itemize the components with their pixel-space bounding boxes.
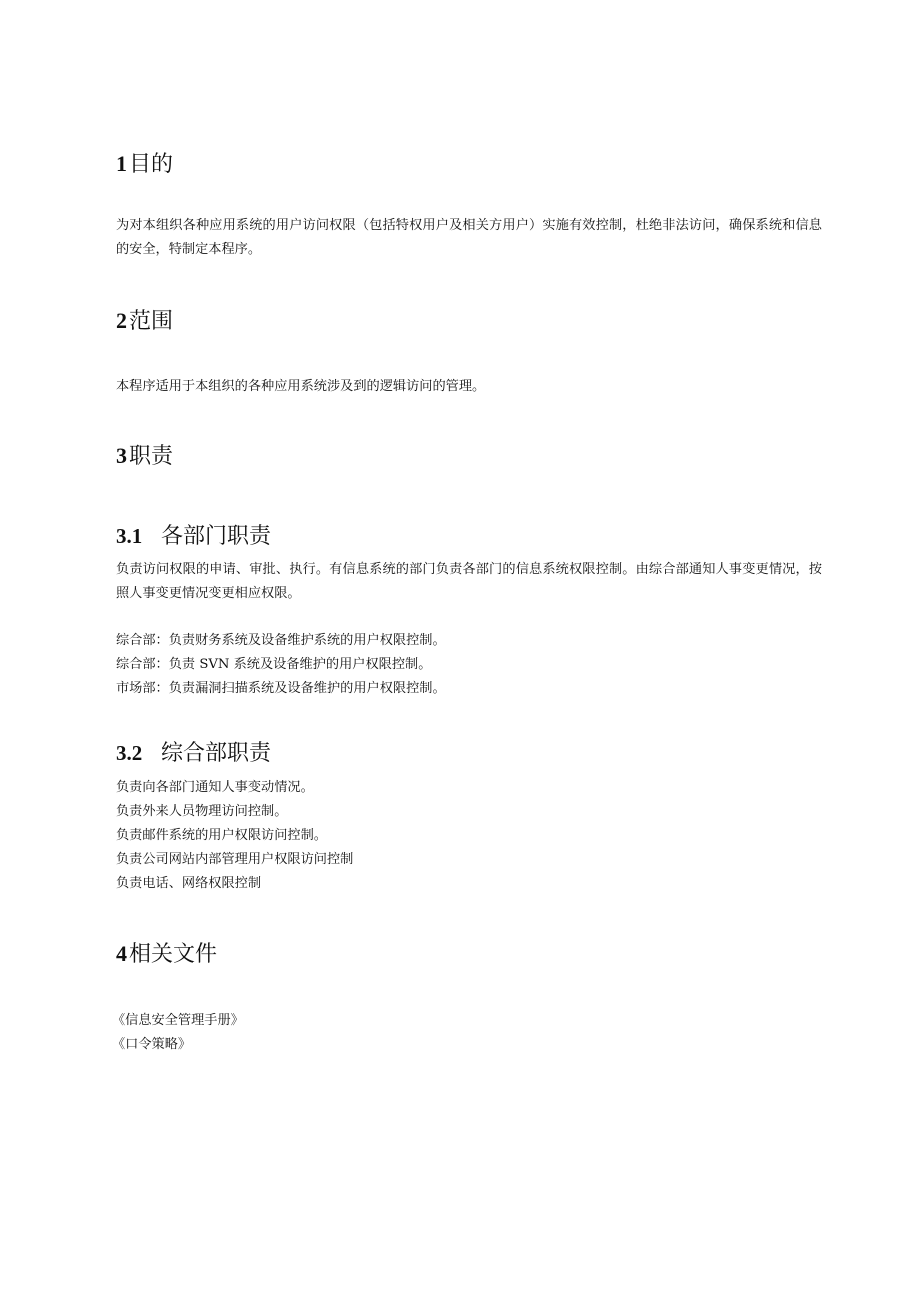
section-number: 4 <box>116 941 127 966</box>
section-number: 3 <box>116 443 127 468</box>
departments-paragraph: 负责访问权限的申请、审批、执行。有信息系统的部门负责各部门的信息系统权限控制。由综合部通知人事变更情况，按照人事变更情况变更相应权限。 <box>116 562 822 601</box>
section-heading-scope <box>116 306 173 337</box>
subsection-heading-general-dept <box>116 738 271 769</box>
list-item: 《口令策略》 <box>112 1037 192 1052</box>
section-number: 2 <box>116 308 127 333</box>
list-item: 《信息安全管理手册》 <box>112 1013 244 1028</box>
section-number: 1 <box>116 151 127 176</box>
section-heading-related-docs <box>116 939 217 970</box>
subsection-title: 综合部职责 <box>161 741 272 766</box>
list-item: 综合部：负责财务系统及设备维护系统的用户权限控制。 <box>116 633 446 648</box>
subsection-title: 各部门职责 <box>161 524 272 549</box>
related-docs-list <box>112 1009 244 1057</box>
subsection-heading-departments <box>116 521 271 552</box>
section-heading-responsibilities <box>116 441 173 472</box>
purpose-paragraph: 为对本组织各种应用系统的用户访问权限（包括特权用户及相关方用户）实施有效控制，杜绝非法访问，确保系统和信息的安全，特制定本程序。 <box>116 218 822 257</box>
section-heading-purpose <box>116 149 173 180</box>
departments-list <box>116 629 446 701</box>
scope-paragraph: 本程序适用于本组织的各种应用系统涉及到的逻辑访问的管理。 <box>116 379 486 394</box>
list-item: 负责外来人员物理访问控制。 <box>116 804 288 819</box>
section-title: 相关文件 <box>129 942 218 967</box>
section-title: 范围 <box>129 309 174 334</box>
list-item: 综合部：负责 SVN 系统及设备维护的用户权限控制。 <box>116 657 432 672</box>
general-dept-list <box>116 776 353 896</box>
section-title: 职责 <box>129 444 174 469</box>
list-item: 市场部：负责漏洞扫描系统及设备维护的用户权限控制。 <box>116 681 446 696</box>
list-item: 负责电话、网络权限控制 <box>116 876 262 891</box>
list-item: 负责向各部门通知人事变动情况。 <box>116 780 314 795</box>
list-item: 负责邮件系统的用户权限访问控制。 <box>116 828 327 843</box>
section-title: 目的 <box>129 152 174 177</box>
subsection-number: 3.1 <box>116 524 143 548</box>
list-item: 负责公司网站内部管理用户权限访问控制 <box>116 852 354 867</box>
subsection-number: 3.2 <box>116 741 143 765</box>
